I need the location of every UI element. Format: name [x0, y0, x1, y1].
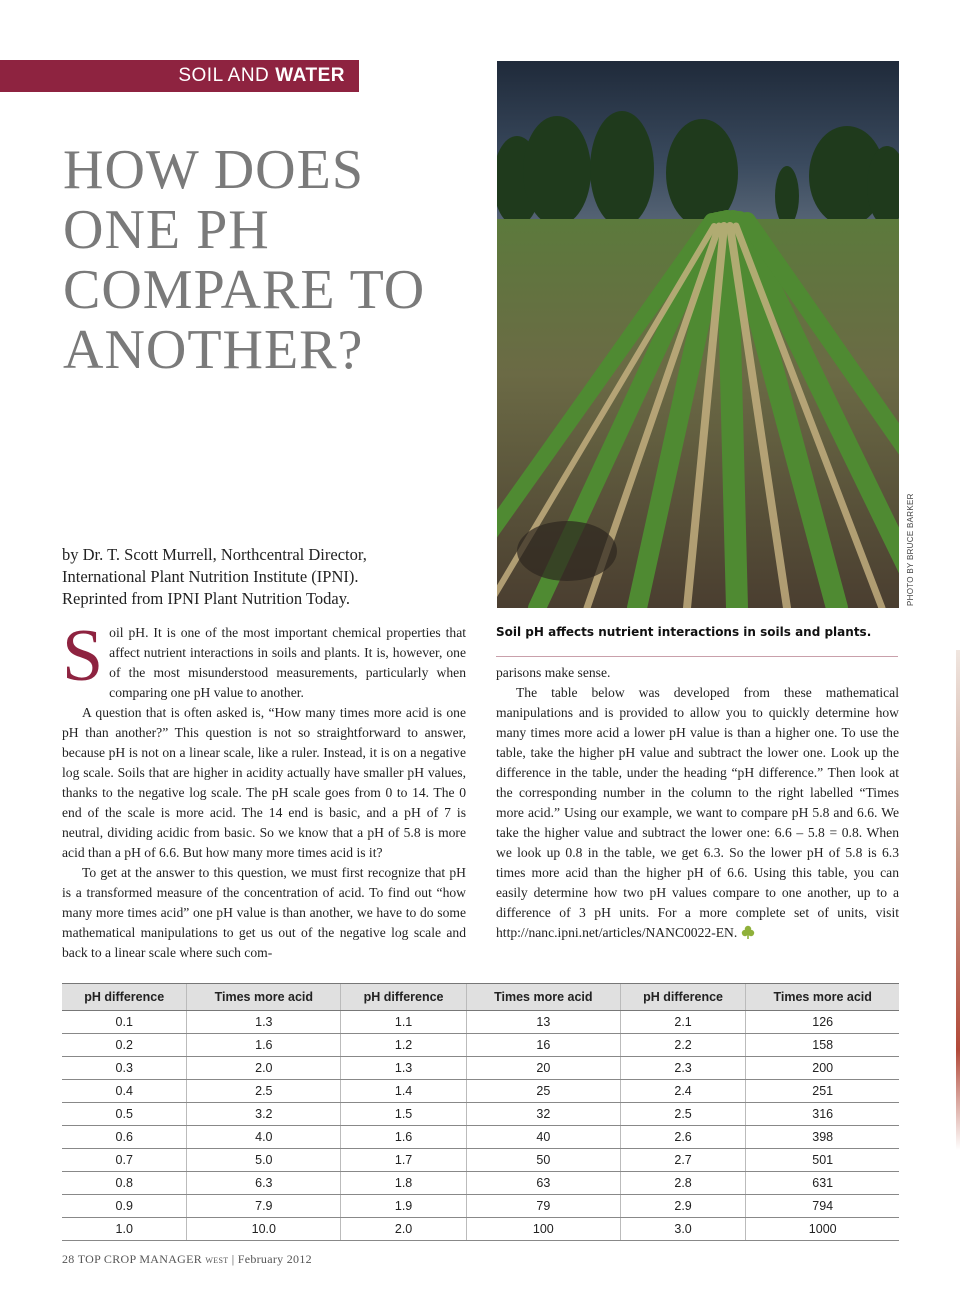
page-edge-strip [956, 650, 960, 1150]
table-cell: 100 [466, 1218, 620, 1241]
table-cell: 1.0 [62, 1218, 187, 1241]
table-cell: 398 [746, 1126, 899, 1149]
column-header: Times more acid [746, 984, 899, 1011]
section-label: SOIL AND [178, 65, 270, 86]
headline [63, 140, 483, 380]
table-cell: 0.2 [62, 1034, 187, 1057]
table-cell: 2.8 [620, 1172, 746, 1195]
table-cell: 0.9 [62, 1195, 187, 1218]
table-cell: 0.3 [62, 1057, 187, 1080]
table-cell: 32 [466, 1103, 620, 1126]
page-folio [62, 1252, 312, 1267]
article-paragraph: A question that is often asked is, “How many times more acid is one pH than another?” This question is not so straightforward to answer, because pH is not on a linear scale, like a ruler. Instead, it is on a negative log scale. Soils that are higher in acidity actually have smaller pH values, thanks to the negative log scale. The pH scale goes from 0 to 14. The 0 end of the scale is more acid. The 14 end is basic, and a pH of 7 is neutral, dividing acidic from basic. So we know that a pH of 5.8 is more acid than a pH of 6.6. But how many more times acid is it? [62, 705, 466, 860]
table-cell: 1.1 [341, 1011, 467, 1034]
folio-separator: | [231, 1252, 235, 1266]
magazine-edition: WEST [205, 1256, 229, 1265]
article-paragraph: parisons make sense. [496, 665, 611, 680]
headline-line: ONE PH [63, 199, 270, 261]
table-row [62, 1080, 899, 1103]
table-cell: 2.6 [620, 1126, 746, 1149]
table-cell: 2.3 [620, 1057, 746, 1080]
end-mark-icon [741, 925, 755, 939]
byline-line: Reprinted from IPNI Plant Nutrition Today. [62, 589, 351, 608]
table-cell: 13 [466, 1011, 620, 1034]
table-row [62, 1195, 899, 1218]
article-paragraph: oil pH. It is one of the most important chemical properties that affect nutrient interactions in soils and plants. It is, however, one of the most misunderstood measurements, particularly when comparing one pH value to another. [109, 625, 466, 700]
table-header-row [62, 984, 899, 1011]
table-cell: 0.1 [62, 1011, 187, 1034]
table-cell: 1.5 [341, 1103, 467, 1126]
table-cell: 0.4 [62, 1080, 187, 1103]
table-cell: 63 [466, 1172, 620, 1195]
column-header: Times more acid [466, 984, 620, 1011]
byline-line: International Plant Nutrition Institute (IPNI). [62, 567, 359, 586]
ph-table [62, 983, 899, 1241]
table-cell: 2.7 [620, 1149, 746, 1172]
table-cell: 0.5 [62, 1103, 187, 1126]
byline [62, 544, 482, 610]
table-cell: 1.3 [341, 1057, 467, 1080]
table-cell: 2.5 [620, 1103, 746, 1126]
table-cell: 2.2 [620, 1034, 746, 1057]
column-header: pH difference [620, 984, 746, 1011]
table-cell: 5.0 [187, 1149, 341, 1172]
photo-credit-text: PHOTO BY BRUCE BARKER [906, 493, 915, 606]
table-row [62, 1034, 899, 1057]
table-cell: 501 [746, 1149, 899, 1172]
table-cell: 1.6 [341, 1126, 467, 1149]
table-cell: 316 [746, 1103, 899, 1126]
table-cell: 3.2 [187, 1103, 341, 1126]
table-cell: 2.0 [187, 1057, 341, 1080]
table-row [62, 1103, 899, 1126]
table-row [62, 1126, 899, 1149]
table-cell: 3.0 [620, 1218, 746, 1241]
table-row [62, 1149, 899, 1172]
table-cell: 1000 [746, 1218, 899, 1241]
table-cell: 2.0 [341, 1218, 467, 1241]
caption-divider [496, 656, 898, 657]
photo-caption: Soil pH affects nutrient interactions in soils and plants. [496, 625, 872, 639]
table-cell: 7.9 [187, 1195, 341, 1218]
headline-line: HOW DOES [63, 139, 364, 201]
table-cell: 2.4 [620, 1080, 746, 1103]
table-cell: 16 [466, 1034, 620, 1057]
headline-line: ANOTHER? [63, 319, 364, 381]
table-cell: 794 [746, 1195, 899, 1218]
column-header: Times more acid [187, 984, 341, 1011]
section-band [0, 60, 359, 92]
table-cell: 2.1 [620, 1011, 746, 1034]
column-header: pH difference [341, 984, 467, 1011]
table-cell: 20 [466, 1057, 620, 1080]
field-photo [497, 61, 899, 608]
headline-line: COMPARE TO [63, 259, 426, 321]
photo-credit [900, 493, 920, 610]
magazine-name: TOP CROP MANAGER [77, 1252, 203, 1266]
table-cell: 0.7 [62, 1149, 187, 1172]
table-cell: 40 [466, 1126, 620, 1149]
table-cell: 1.8 [341, 1172, 467, 1195]
table-row [62, 1011, 899, 1034]
article-column-2 [496, 663, 899, 943]
table-row [62, 1218, 899, 1241]
table-cell: 1.9 [341, 1195, 467, 1218]
table-cell: 25 [466, 1080, 620, 1103]
table-cell: 1.2 [341, 1034, 467, 1057]
table-cell: 50 [466, 1149, 620, 1172]
table-cell: 6.3 [187, 1172, 341, 1195]
table-cell: 79 [466, 1195, 620, 1218]
table-cell: 126 [746, 1011, 899, 1034]
table-cell: 631 [746, 1172, 899, 1195]
table-cell: 2.9 [620, 1195, 746, 1218]
article-paragraph [496, 683, 899, 943]
drop-cap: S [62, 615, 104, 697]
table-row [62, 1172, 899, 1195]
article-paragraph-text: The table below was developed from these mathematical manipulations and is provided to allow you to quickly determine how many times more acid a lower pH value is than a higher one. To use the table, take the higher pH value and subtract the lower one. Look up the difference in the table, under the heading “pH difference.” Then look at the corresponding number in the column to the right labelled “Times more acid.” Using our example, we want to compare pH 5.8 and 6.6. We take the higher value and subtract the lower one: 6.6 – 5.8 = 0.8. When we look up 0.8 in the table, we get 6.3. So the lower pH of 5.8 is 6.3 times more acid than the higher pH of 6.6. Using this table, you can easily determine how two pH values compare to one another, up to a difference of 3 pH units. For a more complete set of units, visit http://nanc.ipni.net/articles/NANC0022-EN. [496, 685, 899, 940]
table-cell: 0.6 [62, 1126, 187, 1149]
article-column-1 [62, 615, 466, 963]
table-body [62, 1011, 899, 1241]
table-cell: 251 [746, 1080, 899, 1103]
table-cell: 1.7 [341, 1149, 467, 1172]
section-label-bold: WATER [275, 65, 345, 86]
table-cell: 200 [746, 1057, 899, 1080]
article-paragraph: To get at the answer to this question, we must first recognize that pH is a transformed measure of the concentration of acid. To find out “how many more times acid” one pH value is than another, we have to do some mathematical manipulations to get us out of the negative log scale and back to a linear scale where such com- [62, 865, 466, 960]
table-cell: 10.0 [187, 1218, 341, 1241]
table-cell: 1.6 [187, 1034, 341, 1057]
issue-date: February 2012 [237, 1252, 312, 1266]
page-number: 28 [62, 1252, 75, 1266]
table-cell: 2.5 [187, 1080, 341, 1103]
table-cell: 1.4 [341, 1080, 467, 1103]
column-header: pH difference [62, 984, 187, 1011]
byline-line: by Dr. T. Scott Murrell, Northcentral Director, [62, 545, 367, 564]
table-cell: 1.3 [187, 1011, 341, 1034]
table-cell: 4.0 [187, 1126, 341, 1149]
table-cell: 158 [746, 1034, 899, 1057]
table-cell: 0.8 [62, 1172, 187, 1195]
table-row [62, 1057, 899, 1080]
